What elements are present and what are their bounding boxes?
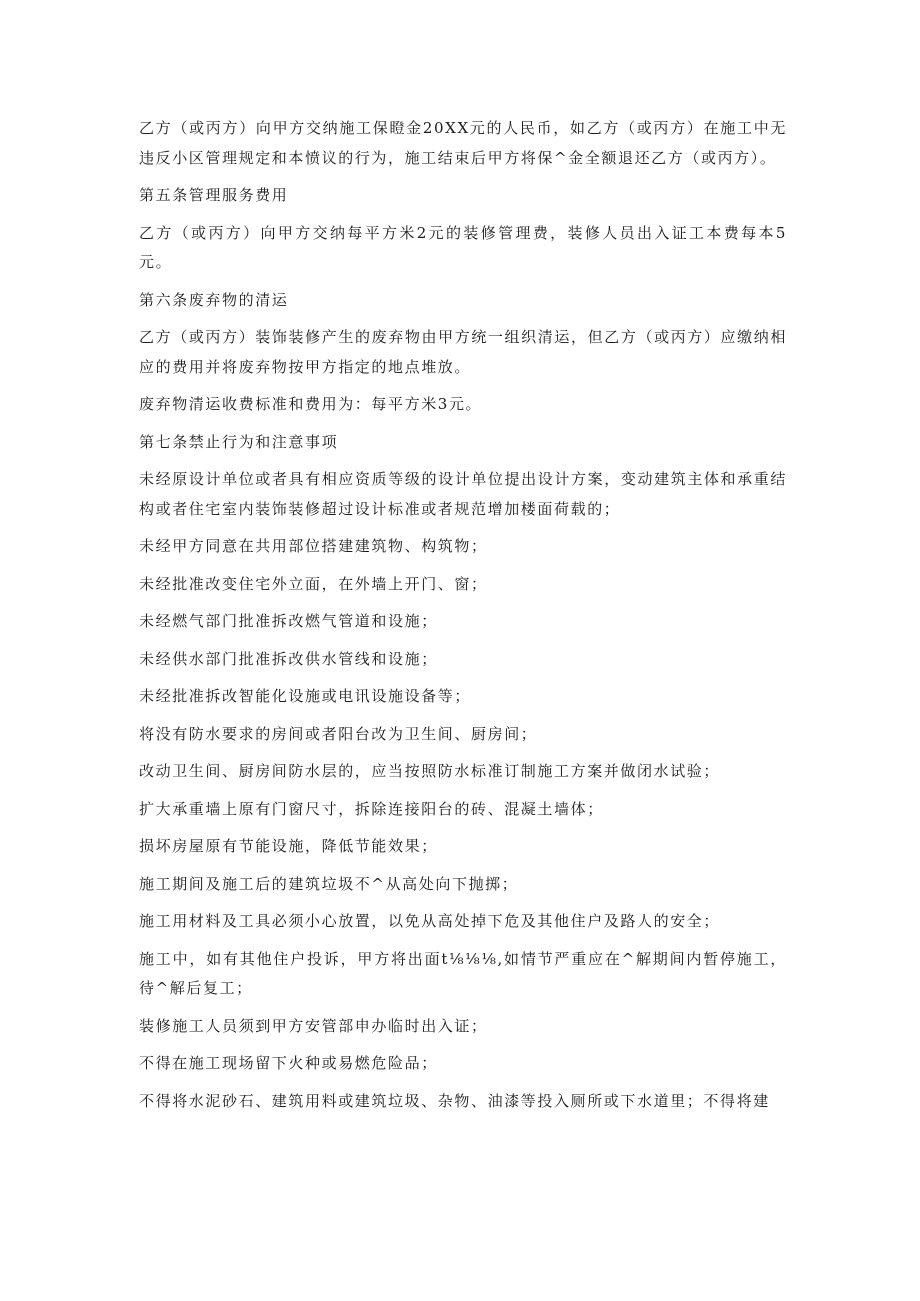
paragraph-deposit: 乙方（或丙方）向甲方交纳施工保瞪金20XX元的人民币，如乙方（或丙方）在施工中无违反小区管理规定和本愤议的行为，施工结束后甲方将保^金全额退还乙方（或丙方）。 (139, 119, 787, 167)
paragraph-management-fee: 乙方（或丙方）向甲方交纳每平方米2元的装修管理费，装修人员出入证工本费每本5元。 (139, 223, 787, 271)
list-item: 扩大承重墙上原有门窗尺寸，拆除连接阳台的砖、混凝土墙体； (139, 799, 604, 818)
list-item: 不得在施工现场留下火种或易燃危险品； (139, 1054, 438, 1072)
list-item: 施工期间及施工后的建筑垃圾不^从高处向下抛掷； (139, 874, 519, 893)
paragraph-waste-fee: 废弃物清运收费标准和费用为：每平方米3元。 (139, 395, 483, 413)
list-item: 未经原设计单位或者具有相应资质等级的设计单位提出设计方案，变动建筑主体和承重结构或者住宅室内装饰装修超过设计标准或者规范增加楼面荷载的； (139, 470, 787, 518)
list-item: 不得将水泥砂石、建筑用料或建筑垃圾、杂物、油漆等投入厕所或下水道里；不得将建 (139, 1091, 770, 1110)
list-item: 装修施工人员须到甲方安管部申办临时出入证； (139, 1016, 488, 1035)
list-item: 损坏房屋原有节能设施，降低节能效果； (139, 837, 438, 855)
section-heading-5: 第五条管理服务费用 (139, 186, 289, 204)
list-item: 施工中，如有其他住户投诉，甲方将出面t⅛⅛⅛,如情节严重应在^解期间内暂停施工，待^解后复工； (139, 949, 787, 997)
list-item: 改动卫生间、厨房间防水层的，应当按照防水标准订制施工方案并做闭水试验； (139, 762, 721, 780)
list-item: 未经供水部门批准拆改供水管线和设施； (139, 649, 438, 668)
list-item: 未经批准改变住宅外立面，在外墙上开门、窗； (139, 574, 488, 593)
document-body (139, 114, 787, 1124)
list-item: 施工用材料及工具必须小心放置，以免从高处掉下危及其他住户及路人的安全； (139, 912, 721, 930)
paragraph-waste-removal: 乙方（或丙方）装饰装修产生的废弃物由甲方统一组织清运，但乙方（或丙方）应缴纳相应的费用并将废弃物按甲方指定的地点堆放。 (139, 328, 787, 376)
list-item: 未经燃气部门批准拆改燃气管道和设施； (139, 612, 438, 630)
list-item: 将没有防水要求的房间或者阳台改为卫生间、厨房间； (139, 724, 538, 743)
section-heading-6: 第六条废弃物的清运 (139, 290, 289, 309)
section-heading-7: 第七条禁止行为和注意事项 (139, 432, 339, 451)
list-item: 未经甲方同意在共用部位搭建建筑物、构筑物； (139, 537, 488, 555)
list-item: 未经批准拆改智能化设施或电讯设施设备等； (139, 687, 472, 705)
